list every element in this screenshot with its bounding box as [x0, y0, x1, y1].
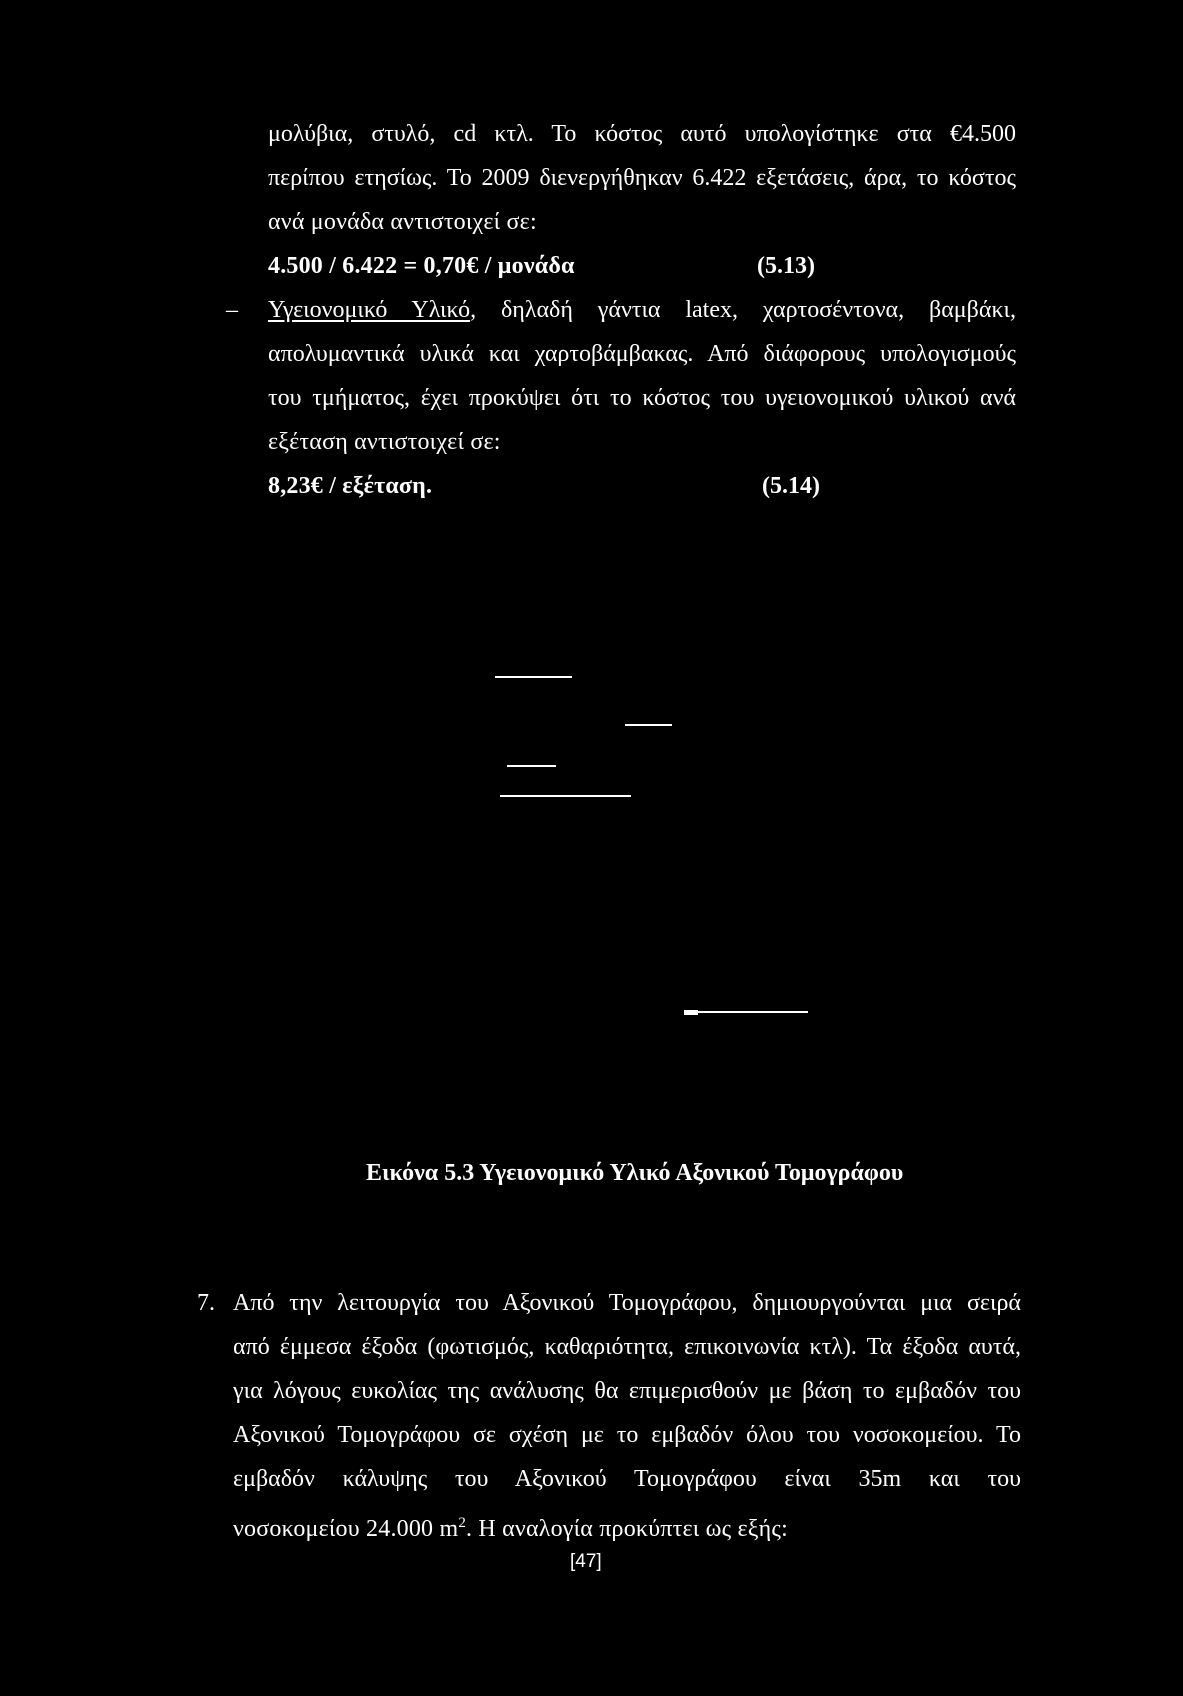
bullet-line-1-rest: , δηλαδή γάντια latex, χαρτοσέντονα, βαμβάκι, — [470, 297, 1017, 323]
item-7-line-5: εμβαδόν κάλυψης του Αξονικού Τομογράφου είναι 35m και του — [233, 1466, 1021, 1492]
paragraph-top-line-3: ανά μονάδα αντιστοιχεί σε: — [268, 209, 537, 235]
item-7-line-2: από έμμεσα έξοδα (φωτισμός, καθαριότητα, επικοινωνία κτλ). Τα έξοδα αυτά, — [233, 1334, 1021, 1360]
equation-5-13-expression: 4.500 / 6.422 = 0,70€ / μονάδα — [268, 253, 575, 279]
bullet-line-3: του τμήματος, έχει προκύψει ότι το κόστος του υγειονομικού υλικού ανά — [268, 385, 1016, 411]
paragraph-top-line-2: περίπου ετησίως. Το 2009 διενεργήθηκαν 6.422 εξετάσεις, άρα, το κόστος — [268, 165, 1016, 191]
item-7-line-6 — [233, 1508, 788, 1544]
equation-5-14-expression: 8,23€ / εξέταση. — [268, 473, 433, 499]
paragraph-top-line-1: μολύβια, στυλό, cd κτλ. Το κόστος αυτό υπολογίστηκε στα €4.500 — [268, 121, 1016, 147]
item-7-line-3: για λόγους ευκολίας της ανάλυσης θα επιμερισθούν με βάση το εμβαδόν του — [233, 1378, 1021, 1404]
bullet-term: Υγειονομικό Υλικό — [268, 297, 471, 323]
item-7-line-1: Από την λειτουργία του Αξονικού Τομογράφου, δημιουργούνται μια σειρά — [233, 1290, 1021, 1316]
bullet-line-1 — [268, 295, 1016, 325]
bullet-line-4: εξέταση αντιστοιχεί σε: — [268, 429, 501, 455]
item-7-line-6-part-a: νοσοκομείου 24.000 m — [233, 1516, 459, 1542]
figure-caption: Εικόνα 5.3 Υγειονομικό Υλικό Αξονικού Τομογράφου — [366, 1160, 904, 1186]
figure-image — [260, 520, 900, 1140]
page-number: [47] — [570, 1551, 602, 1572]
figure-svg — [260, 520, 900, 1140]
figure-streak-5-head — [684, 1010, 698, 1015]
bullet-dash: – — [226, 297, 238, 323]
item-7-line-6-part-b: . Η αναλογία προκύπτει ως εξής: — [466, 1516, 788, 1542]
item-7-line-6-superscript: 2 — [458, 1515, 467, 1531]
item-7-number: 7. — [197, 1290, 215, 1316]
equation-5-14-number: (5.14) — [762, 473, 820, 499]
item-7-line-4: Αξονικού Τομογράφου σε σχέση με το εμβαδόν όλου του νοσοκομείου. Το — [233, 1422, 1021, 1448]
bullet-line-2: απολυμαντικά υλικά και χαρτοβάμβακας. Από διάφορους υπολογισμούς — [268, 341, 1016, 367]
equation-5-13-number: (5.13) — [757, 253, 815, 279]
